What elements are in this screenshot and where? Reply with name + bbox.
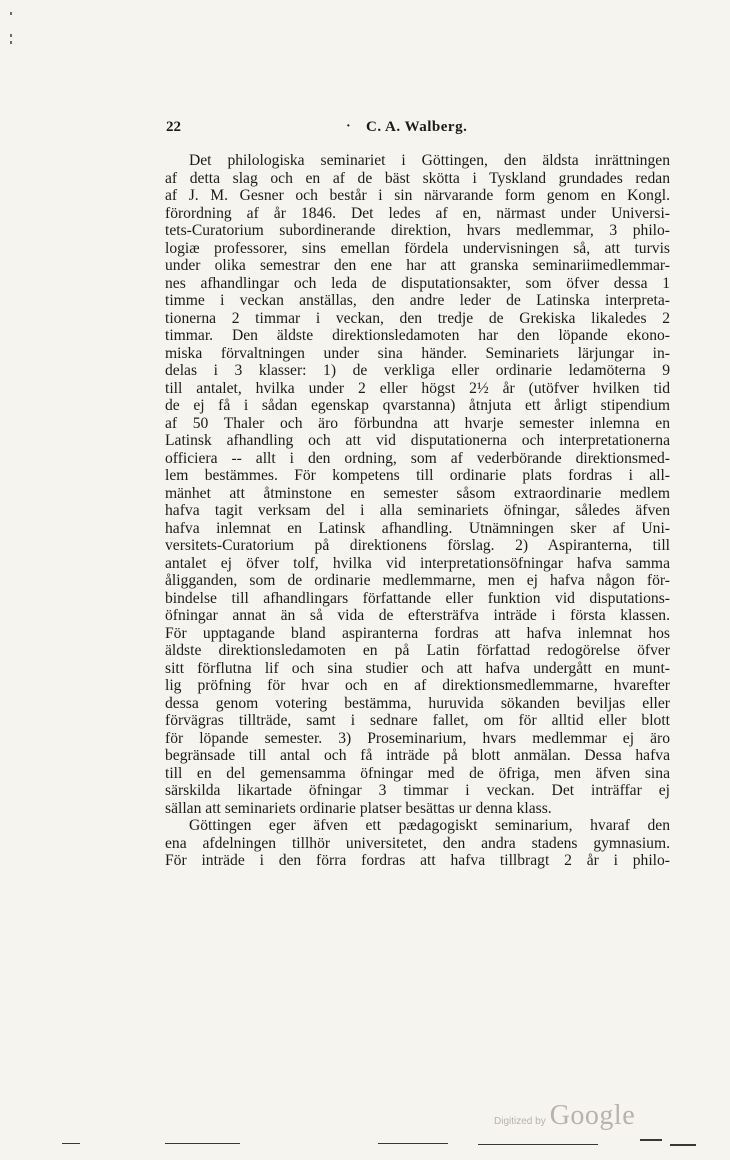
- text-line: miska förvaltningen under sina händer. Seminariets lärjungar in-: [165, 344, 670, 362]
- running-head: C. A. Walberg.: [366, 119, 468, 135]
- text-line: af J. M. Gesner och består i sin närvarande form genom en Kongl.: [165, 187, 670, 204]
- text-line: för löpande semester. 3) Proseminarium, hvars medlemmar ej äro: [165, 729, 670, 747]
- text-line: dessa genom votering bestämma, huruvida sökanden beviljas eller: [165, 694, 670, 712]
- text-line: versitets-Curatorium på direktionens förslag. 2) Aspiranterna, till: [165, 537, 670, 554]
- text-line: timmar. Den äldste direktionsledamoten har den löpande ekono-: [165, 327, 670, 344]
- text-line: nes afhandlingar och leda de disputationsakter, som öfver dessa 1: [165, 274, 670, 292]
- text-line: timme i veckan anställas, den andre leder de Latinska interpreta-: [165, 292, 670, 309]
- text-line: ena afdelningen tillhör universitetet, den andra stadens gymnasium.: [165, 834, 670, 852]
- page-number: 22: [166, 119, 181, 135]
- header-dot: ·: [346, 119, 351, 134]
- text-line: sällan att seminariets ordinarie platser besättas ur denna klass.: [165, 799, 552, 817]
- footer-rule: [378, 1143, 448, 1144]
- footer-rule: [165, 1143, 240, 1144]
- edge-mark: [10, 34, 12, 37]
- text-line: till antalet, hvilka under 2 eller högst 2½ år (utöfver hvilken tid: [165, 379, 670, 397]
- text-line: särskilda likartade öfningar 3 timmar i veckan. Det inträffar ej: [165, 782, 670, 799]
- edge-mark: [10, 41, 12, 44]
- text-line: Det philologiska seminariet i Göttingen, den äldsta inrättningen: [189, 152, 670, 169]
- text-line: mänhet att åtminstone en semester såsom extraordinarie medlem: [165, 484, 670, 502]
- text-line: förordning af år 1846. Det ledes af en, närmast under Universi-: [165, 204, 670, 222]
- body-text: [165, 152, 670, 870]
- page-header: [166, 119, 676, 141]
- text-line: förvägras tillträde, samt i sednare fallet, om för alltid eller blott: [165, 712, 670, 729]
- text-line: af detta slag och en af de bäst skötta i Tyskland grundades redan: [165, 169, 670, 187]
- text-line: begränsade till antal och få inträde på blott anmälan. Dessa hafva: [165, 747, 670, 764]
- text-line: under olika semestrar den ene har att granska seminariimedlemmar-: [165, 257, 670, 274]
- text-line: officiera -- allt i den ordning, som af vederbörande direktionsmed-: [165, 449, 670, 467]
- edge-mark: [10, 12, 12, 15]
- text-line: För upptagande bland aspiranterna fordras att hafva inlemnat hos: [165, 624, 670, 642]
- text-line: logiæ professorer, sins emellan fördela undervisningen så, att turvis: [165, 239, 670, 257]
- text-line: bindelse till afhandlingars författande eller funktion vid disputations-: [165, 589, 670, 607]
- text-line: åligganden, som de ordinarie medlemmarne, men ej hafva någon för-: [165, 572, 670, 589]
- text-line: lem bestämmes. För kompetens till ordinarie plats fordras i all-: [165, 467, 670, 484]
- text-line: Göttingen eger äfven ett pædagogiskt seminarium, hvaraf den: [189, 817, 670, 834]
- text-line: af 50 Thaler och äro förbundna att hvarje semester inlemna en: [165, 414, 670, 432]
- footer-rule: [670, 1144, 696, 1146]
- text-line: öfningar annat än så vida de eftersträfva inträde i första klassen.: [165, 607, 670, 624]
- footer-scan-marks: [0, 1135, 730, 1145]
- digitized-watermark: [494, 1100, 635, 1132]
- google-logo: Google: [549, 1100, 636, 1131]
- text-line: hafva tagit verksam del i alla seminariets öfningar, således äfven: [165, 502, 670, 519]
- text-line: tets-Curatorium subordinerande direktion, hvars medlemmar, 3 philo-: [165, 222, 670, 239]
- text-line: Latinsk afhandling och att vid disputationerna och interpretationerna: [165, 432, 670, 449]
- footer-rule: [478, 1144, 598, 1145]
- text-line: delas i 3 klasser: 1) de verkliga eller ordinarie ledamöterna 9: [165, 362, 670, 379]
- text-line: antalet ej öfver tolf, hvilka vid interpretationsöfningar hafva samma: [165, 554, 670, 572]
- watermark-prefix: Digitized by: [494, 1116, 546, 1127]
- text-line: till en del gemensamma öfningar med de öfriga, men äfven sina: [165, 764, 670, 782]
- footer-rule: [62, 1143, 80, 1144]
- text-line: sitt förflutna lif och sina studier och att hafva undergått en munt-: [165, 659, 670, 677]
- footer-rule: [640, 1139, 662, 1141]
- text-line: hafva inlemnat en Latinsk afhandling. Utnämningen sker af Uni-: [165, 519, 670, 537]
- text-line: äldste direktionsledamoten en på Latin författad redogörelse öfver: [165, 642, 670, 659]
- text-line: de ej få i sådan egenskap qvarstanna) åtnjuta ett årligt stipendium: [165, 397, 670, 414]
- text-line: tionerna 2 timmar i veckan, den tredje de Grekiska likaledes 2: [165, 309, 670, 327]
- text-line: lig pröfning för hvar och en af direktionsmedlemmarne, hvarefter: [165, 677, 670, 694]
- text-line: För inträde i den förra fordras att hafva tillbragt 2 år i philo-: [165, 852, 670, 869]
